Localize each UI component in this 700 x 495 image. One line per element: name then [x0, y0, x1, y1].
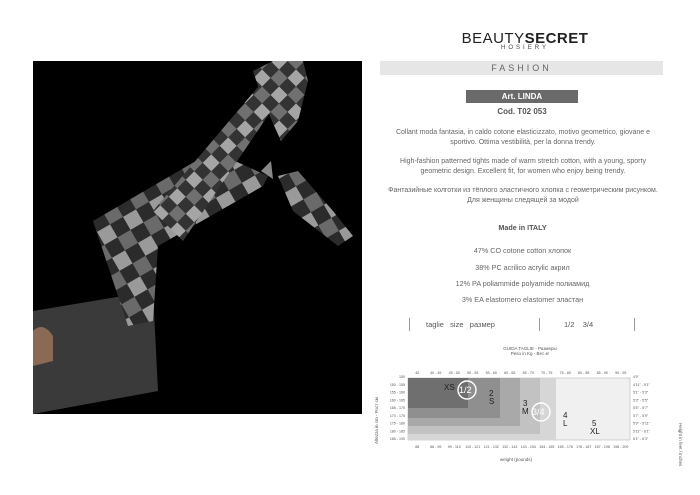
- description-english: High-fashion patterned tights made of warm stretch cotton, with a young, sporty geometric design. Excellent fit, for women who enjoy being trendy.: [400, 158, 646, 175]
- size-label: 2: [489, 389, 494, 398]
- size-label: L: [563, 419, 568, 428]
- size-label: XL: [590, 427, 600, 436]
- height-ft-tick: 5'1" - 5'3": [633, 390, 649, 395]
- weight-kg-tick: 85 - 90: [596, 371, 608, 375]
- sizes-row: [409, 318, 635, 332]
- height-cm-tick: 175 - 180: [389, 421, 405, 426]
- weight-lb-tick: 176 - 187: [576, 445, 592, 449]
- weight-kg-tick: 80 - 85: [578, 371, 590, 375]
- weight-kg-tick: 40: [415, 371, 420, 375]
- size-label: XS: [444, 383, 455, 392]
- composition-line: 3% EA elastomero elastomer эластан: [461, 295, 584, 304]
- height-cm-tick: 150: [399, 375, 405, 379]
- weight-lb-tick: 121 - 132: [483, 445, 499, 449]
- bottom-axis-label: weight (pounds): [500, 457, 533, 462]
- composition-line: 47% CO cotone cotton хлопок: [473, 246, 572, 255]
- weight-lb-tick: 154 - 165: [539, 445, 555, 449]
- weight-kg-tick: 45 - 50: [448, 371, 460, 375]
- brand-logo: [430, 30, 620, 51]
- height-cm-column: [390, 375, 405, 441]
- height-cm-tick: 165 - 170: [389, 406, 405, 410]
- sizes-label: taglie size размер: [426, 320, 495, 329]
- size-label: 4: [563, 411, 568, 420]
- weight-lb-tick: 165 - 176: [557, 445, 573, 449]
- height-ft-tick: 5'3" - 5'5": [633, 398, 649, 403]
- divider: [539, 318, 540, 331]
- size-chart: [372, 360, 683, 468]
- divider: [409, 318, 410, 331]
- height-ft-tick: 5'11" - 6'1": [633, 429, 650, 434]
- right-axis-label: Height in feet / inches: [678, 423, 683, 467]
- weight-kg-row: [415, 371, 626, 375]
- article-name: Art. LINDA: [466, 90, 578, 103]
- weight-kg-tick: 40 - 45: [430, 371, 442, 375]
- composition-line: 38% PC acrilico acrylic акрил: [475, 263, 570, 272]
- composition-line: 12% PA poliammide polyamide полиамид: [455, 279, 590, 288]
- weight-lb-tick: 187 - 198: [594, 445, 610, 449]
- height-cm-tick: 150 - 155: [389, 382, 405, 387]
- weight-lb-tick: 88 - 99: [430, 445, 442, 449]
- height-ft-tick: 6'1" - 6'3": [633, 437, 649, 441]
- article-code: Cod. T02 053: [497, 107, 547, 116]
- category-bar: FASHION: [380, 61, 663, 75]
- size-label: 3: [523, 399, 528, 408]
- height-cm-tick: 180 - 185: [389, 429, 405, 434]
- weight-kg-tick: 75 - 80: [559, 371, 571, 375]
- weight-lb-tick: 88: [415, 445, 420, 449]
- brand-subtitle: HOSIERY: [501, 45, 549, 51]
- size-label: 1/2: [459, 385, 472, 395]
- height-ft-tick: 5'5" - 5'7": [633, 406, 649, 410]
- height-ft-tick: 5'7" - 5'9": [633, 413, 649, 418]
- weight-kg-tick: 60 - 65: [504, 371, 516, 375]
- height-ft-tick: 4'9": [633, 375, 639, 379]
- weight-lb-tick: 99 - 110: [447, 445, 461, 449]
- size-label: S: [489, 397, 495, 406]
- weight-kg-tick: 90 - 95: [615, 371, 627, 375]
- weight-lb-row: [415, 445, 628, 449]
- height-ft-column: [633, 375, 651, 441]
- size-label: 5: [592, 419, 597, 428]
- brand-name: BEAUTYSECRET: [461, 30, 589, 47]
- weight-lb-tick: 198 - 209: [613, 445, 629, 449]
- size-chart-title: GUIDA TAGLIE - Размеры Peso in Kg - Вес кг: [503, 346, 557, 356]
- height-ft-tick: 4'11" - 5'1": [633, 382, 650, 387]
- made-in-label: Made in ITALY: [498, 223, 547, 232]
- height-cm-tick: 185 - 190: [389, 437, 405, 441]
- size-label: 3/4: [532, 407, 545, 417]
- left-axis-label: Altezza in cm - Рост см: [374, 397, 379, 444]
- height-ft-tick: 5'9" - 5'11": [633, 421, 650, 426]
- description-russian: Фантазийные колготки из тёплого эластичного хлопка с геометрическим рисунком. Для женщины следящей за модой: [388, 187, 658, 204]
- tights-legs-image: [33, 61, 362, 414]
- divider: [634, 318, 635, 331]
- weight-lb-tick: 110 - 121: [465, 445, 481, 449]
- weight-lb-tick: 132 - 143: [502, 445, 518, 449]
- weight-kg-tick: 70 - 75: [541, 371, 553, 375]
- height-cm-tick: 155 - 160: [389, 390, 405, 395]
- weight-lb-tick: 143 - 154: [520, 445, 536, 449]
- height-cm-tick: 170 - 175: [389, 413, 405, 418]
- weight-kg-tick: 65 - 70: [522, 371, 534, 375]
- product-photo: [33, 61, 362, 414]
- sizes-values: 1/2 3/4: [564, 320, 594, 329]
- size-label: M: [522, 407, 529, 416]
- description-italian: Collant moda fantasia, in caldo cotone elasticizzato, motivo geometrico, giovane e sportivo. Ottima vestibilità, per la donna trendy.: [395, 129, 651, 146]
- weight-kg-tick: 50 - 55: [467, 371, 479, 375]
- weight-kg-tick: 55 - 60: [485, 371, 497, 375]
- height-cm-tick: 160 - 165: [389, 398, 405, 403]
